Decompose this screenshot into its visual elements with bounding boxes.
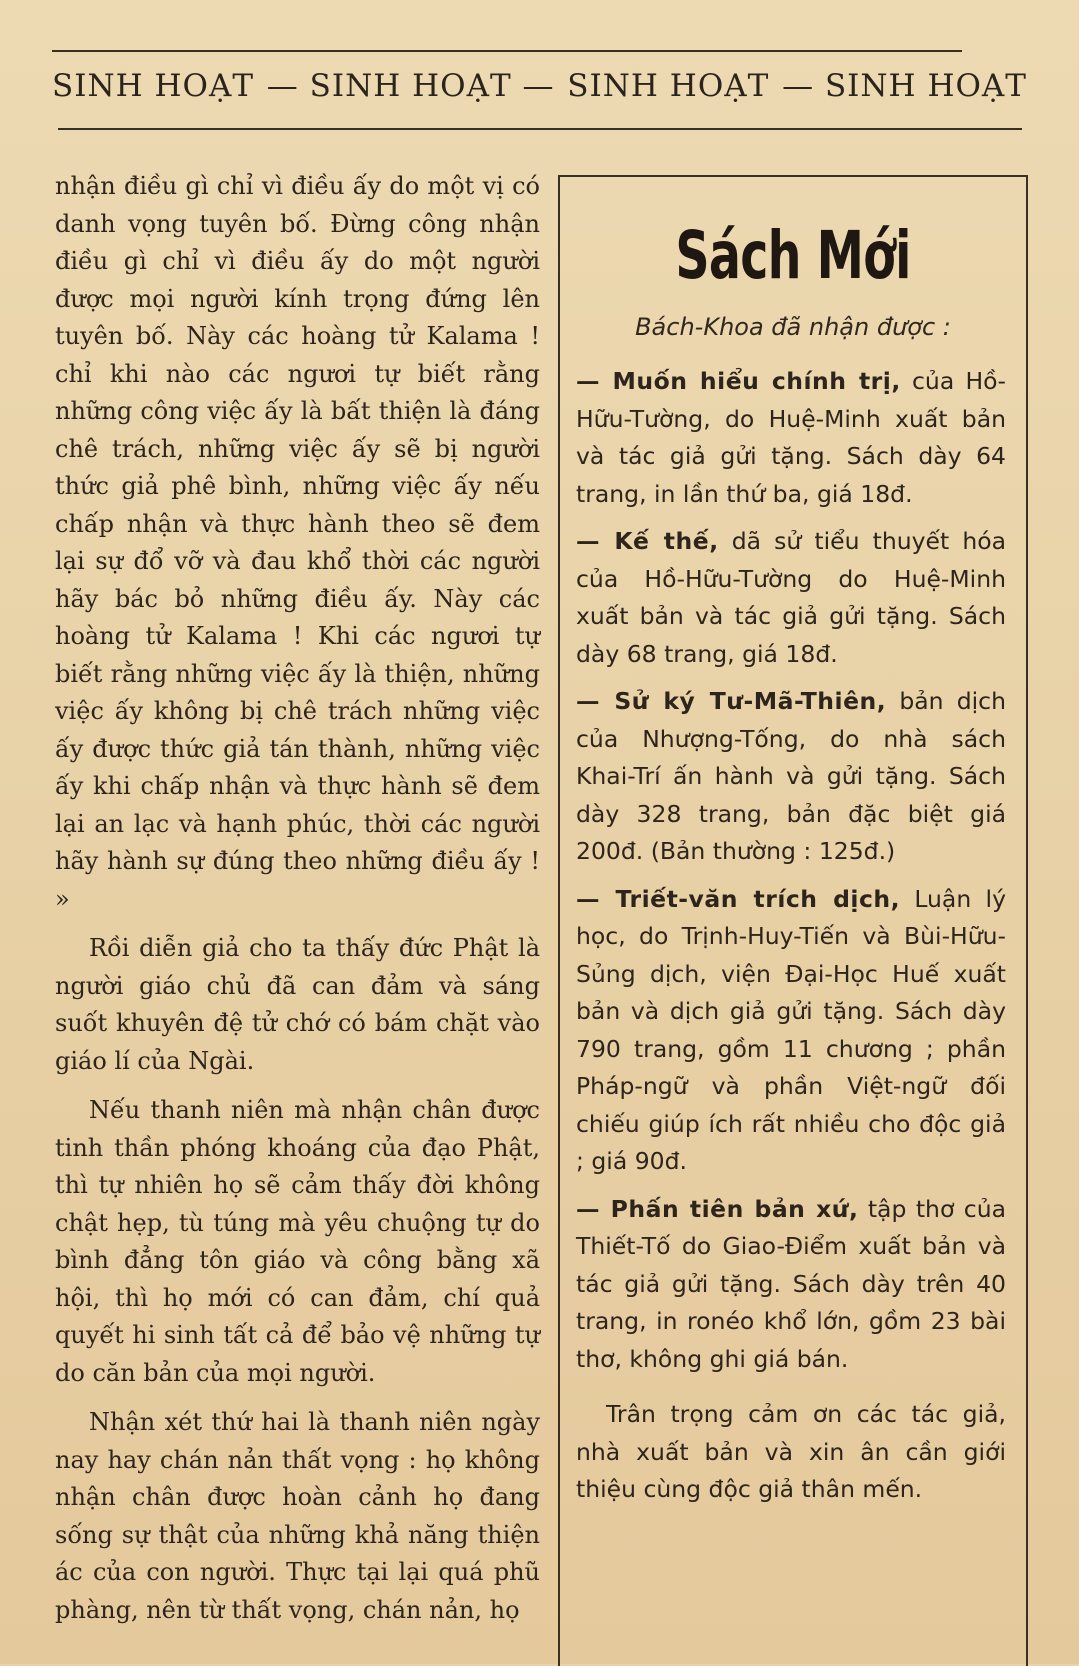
running-head-part-4: — SINH HOẠT (782, 68, 1027, 104)
running-head (52, 68, 1027, 104)
book-description: dã sử tiểu thuyết hóa của Hồ-Hữu-Tường do Huệ-Minh xuất bản và tác giả gửi tặng. Sách dày 68 trang, giá 18đ. (576, 527, 1007, 668)
book-title: — Triết-văn trích dịch, (576, 884, 901, 913)
new-books-subtitle: Bách-Khoa đã nhận được : (635, 313, 951, 341)
book-title: — Sử ký Tư-Mã-Thiên, (576, 687, 887, 715)
book-title: — Phấn tiên bản xứ, (576, 1194, 859, 1223)
top-rule (52, 50, 962, 52)
book-entry (576, 881, 1006, 1181)
running-head-part-3: SINH HOẠT (567, 68, 770, 104)
book-title: — Kế thế, (576, 527, 719, 555)
running-head-part-1: SINH HOẠT (52, 68, 255, 104)
article-paragraph: Rồi diễn giả cho ta thấy đức Phật là người giáo chủ đã can đảm và sáng suốt khuyên đệ tử chớ có bám chặt vào giáo lí của Ngài. (55, 934, 540, 1075)
book-entry (576, 683, 1006, 871)
article-column (55, 168, 540, 1629)
article-paragraph: nhận điều gì chỉ vì điều ấy do một vị có danh vọng tuyên bố. Đừng công nhận điều gì chỉ vì điều ấy do một người được mọi người kính trọng đứng lên tuyên bố. Này các hoàng tử Kalama ! chỉ khi nào các ngươi tự biết rằng những công việc ấy là bất thiện là đáng chê trách, những việc ấy sẽ bị người thức giả phê bình, những việc ấy nếu chấp nhận và thực hành theo sẽ đem lại sự đổ vỡ và đau khổ thời các người hãy bác bỏ những điều ấy. Này các hoàng tử Kalama ! Khi các ngươi tự biết rằng những việc ấy là thiện, những việc ấy không bị chê trách những việc ấy được thức giả tán thành, những việc ấy khi chấp nhận và thực hành sẽ đem lại an lạc và hạnh phúc, thời các người hãy hành sự đúng theo những điều ấy ! » (55, 172, 540, 913)
new-books-title: Sách Mới (675, 217, 911, 294)
new-books-list (576, 363, 1006, 1532)
closing-note: Trân trọng cảm ơn các tác giả, nhà xuất bản và xin ân cần giới thiệu cùng độc giả thân mến. (576, 1400, 1006, 1503)
book-description: của Hồ-Hữu-Tường, do Huệ-Minh xuất bản và tác giả gửi tặng. Sách dày 64 trang, in lần thứ ba, giá 18đ. (576, 367, 1007, 508)
article-paragraph: Nếu thanh niên mà nhận chân được tinh thần phóng khoáng của đạo Phật, thì tự nhiên họ sẽ cảm thấy đời không chật hẹp, tù túng mà yêu chuộng tự do bình đẳng tôn giáo và công bằng xã hội, thì họ mới có can đảm, chí quả quyết hi sinh tất cả để bảo vệ những tự do căn bản của mọi người. (55, 1096, 540, 1387)
book-description: bản dịch của Nhượng-Tống, do nhà sách Khai-Trí ấn hành và gửi tặng. Sách dày 328 trang, bản đặc biệt giá 200đ. (Bản thường : 125đ.) (576, 687, 1006, 865)
book-title: — Muốn hiểu chính trị, (576, 367, 901, 395)
article-paragraph: Nhận xét thứ hai là thanh niên ngày nay hay chán nản thất vọng : họ không nhận chân được hoàn cảnh họ đang sống sự thật của những khả năng thiện ác của con người. Thực tại lại quá phũ phàng, nên từ thất vọng, chán nản, họ (55, 1408, 540, 1624)
book-entry (576, 1191, 1006, 1379)
book-description: Luận lý học, do Trịnh-Huy-Tiến và Bùi-Hữu-Sủng dịch, viện Đại-Học Huế xuất bản và dịch giả gửi tặng. Sách dày 790 trang, gồm 11 chương ; phần Pháp-ngữ và phần Việt-ngữ đối chiếu giúp ích rất nhiều cho độc giả ; giá 90đ. (576, 884, 1006, 1175)
new-books-box (558, 175, 1028, 1666)
running-head-part-2: — SINH HOẠT — (266, 68, 555, 104)
book-description: tập thơ của Thiết-Tố do Giao-Điểm xuất bản và tác giả gửi tặng. Sách dày trên 40 trang, in ronéo khổ lớn, gồm 23 bài thơ, không ghi giá bán. (576, 1194, 1006, 1373)
book-entry (576, 523, 1006, 673)
header-bottom-rule (58, 128, 1022, 130)
book-entry (576, 363, 1006, 513)
